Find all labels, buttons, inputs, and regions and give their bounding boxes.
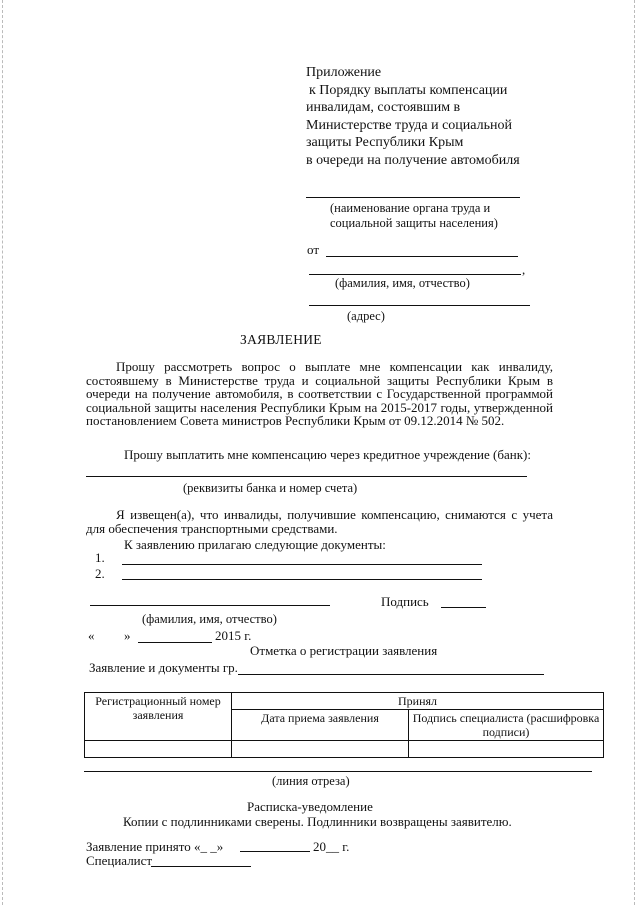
registration-line-label: Заявление и документы гр. — [89, 660, 238, 675]
from-field[interactable] — [326, 256, 518, 257]
address-caption: (адрес) — [347, 309, 385, 323]
receipt-year: 20__ г. — [313, 839, 350, 854]
document-item-1-field[interactable] — [122, 564, 482, 565]
col-acceptance-date: Дата приема заявления — [232, 710, 409, 741]
request-paragraph: Прошу рассмотреть вопрос о выплате мне компенсации как инвалиду, состоявшему в Министерстве труда и социальной защиты Республики Крым в очереди на получение автомобиля, в соответствии с Государственной программой социальной защиты населения Республики Крым на 2015-2017 годы, утвержденной постановлением Совета министров Республики Крым от 09.12.2014 № 502. — [86, 359, 553, 429]
fio-caption-top: (фамилия, имя, отчество) — [335, 276, 470, 290]
cell-specialist-signature[interactable] — [409, 741, 604, 758]
appendix-line-6: в очереди на получение автомобиля — [306, 152, 520, 168]
document-title: ЗАЯВЛЕНИЕ — [240, 332, 322, 347]
document-item-1-number: 1. — [95, 550, 105, 565]
date-month-field[interactable] — [138, 642, 212, 643]
cell-acceptance-date[interactable] — [232, 741, 409, 758]
receipt-accepted-prefix: Заявление принято «_ _» — [86, 839, 224, 854]
date-open-quote: « — [88, 628, 95, 643]
document-item-2-number: 2. — [95, 566, 105, 581]
organ-caption-1: (наименование органа труда и — [330, 201, 491, 215]
date-close-quote: » — [124, 628, 131, 643]
cut-line-caption: (линия отреза) — [272, 774, 350, 788]
registration-name-field[interactable] — [238, 674, 544, 675]
organ-caption-2: социальной защиты населения) — [330, 216, 498, 230]
col-registration-number: Регистрационный номер заявления — [85, 693, 232, 741]
col-accepted: Принял — [232, 693, 604, 710]
right-scan-edge — [634, 0, 636, 905]
fio-caption-bottom: (фамилия, имя, отчество) — [142, 612, 277, 626]
receipt-title: Расписка-уведомление — [247, 799, 373, 814]
col-specialist-signature: Подпись специалиста (расшифровка подписи) — [409, 710, 604, 741]
receipt-specialist-label: Специалист — [86, 853, 153, 868]
signature-field[interactable] — [441, 607, 486, 608]
bank-details-field[interactable] — [86, 476, 527, 477]
appendix-line-2: к Порядку выплаты компенсации — [309, 82, 508, 98]
cell-registration-number[interactable] — [85, 741, 232, 758]
from-label: от — [307, 242, 320, 257]
address-field[interactable] — [309, 305, 530, 306]
left-scan-edge — [2, 0, 4, 905]
from-field-line-2[interactable] — [309, 274, 521, 275]
appendix-line-5: защиты Республики Крым — [306, 135, 464, 150]
comma: , — [522, 262, 526, 277]
bank-caption: (реквизиты банка и номер счета) — [183, 481, 358, 495]
receipt-copies: Копии с подлинниками сверены. Подлинники возвращены заявителю. — [123, 814, 512, 829]
signature-label: Подпись — [381, 594, 429, 609]
registration-table — [84, 692, 604, 758]
pay-line: Прошу выплатить мне компенсацию через кредитное учреждение (банк): — [124, 447, 531, 462]
signature-year: 2015 г. — [215, 628, 252, 643]
cut-line — [84, 771, 592, 772]
registration-title: Отметка о регистрации заявления — [250, 643, 438, 658]
documents-intro: К заявлению прилагаю следующие документы: — [124, 537, 386, 552]
appendix-line-4: Министерстве труда и социальной — [306, 117, 512, 133]
document-item-2-field[interactable] — [122, 579, 482, 580]
appendix-block — [306, 64, 520, 169]
appendix-line-3: инвалидам, состоявшим в — [306, 100, 461, 115]
applicant-name-field[interactable] — [90, 605, 330, 606]
organ-name-field[interactable] — [306, 197, 520, 198]
appendix-line-1: Приложение — [306, 65, 382, 80]
receipt-specialist-field[interactable] — [151, 866, 251, 867]
notice-paragraph: Я извещен(а), что инвалиды, получившие компенсацию, снимаются с учета для обеспечения транспортными средствами. — [86, 507, 553, 536]
receipt-month-field[interactable] — [240, 851, 310, 852]
